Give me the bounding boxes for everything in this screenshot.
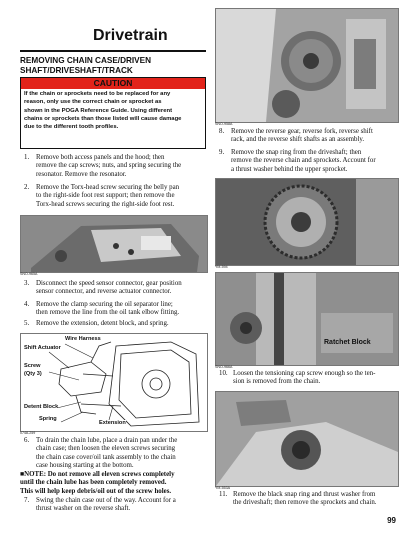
step-number: 9. [219,149,225,156]
step-line: sion is removed from the chain. [233,378,321,386]
step-line: Swing the chain case out of the way. Account for a [36,497,176,504]
title-rule [20,50,206,52]
step-line: a thrust washer behind the upper sprocket. [231,165,348,173]
step-line: sensor connector, and reverse actuator connector. [36,288,172,296]
page-title: Drivetrain [93,27,168,44]
caution-line: shown in the POGA Reference Guide. Using different [24,107,173,114]
note-line: ■NOTE: Do not remove all eleven screws completely [20,471,175,478]
step-line: the driveshaft; then remove the sprockets and chain. [233,499,377,507]
step-line: Remove the clamp securing the oil separator line; [36,301,173,308]
step-8 [219,128,405,146]
label-screw-qty: (Qty 3) [24,371,42,377]
step-number: 4. [24,301,30,308]
step-line: Loosen the tensioning cap screw enough so the ten- [233,370,376,377]
step-line: rack, and the reverse shift shafts as an assembly. [231,136,365,144]
caution-label: CAUTION [21,78,205,89]
step-number: 8. [219,128,225,135]
step-text [36,320,169,328]
step-text [233,370,375,387]
figure-caption: SNO-958A [215,122,233,126]
caution-line: reason, only use the correct chain or sprocket as [24,99,162,106]
step-text [233,491,377,508]
figure-ratchet-block-photo [215,272,399,366]
step-text [36,301,179,318]
step-4 [24,301,210,319]
step-6 [24,437,210,471]
step-line: Remove the reverse gear, reverse fork, reverse shift [231,128,373,135]
section-heading: REMOVING CHAIN CASE/DRIVEN SHAFT/DRIVESHAFT/TRACK [20,56,152,75]
step-line: Torx-head screws securing the right-side foot rest. [36,200,175,208]
label-detent-block: Detent Block [24,404,59,410]
step-line: to the right-side foot rest support; then remove the [36,192,175,200]
label-extension: Extension [99,420,126,426]
figure-caption: 0748-259 [20,431,36,435]
step-line: then remove the line from the oil tank elbow fitting. [36,309,180,317]
step-text [36,497,176,514]
figure-caption: YM-594 [215,265,228,269]
step-text [36,437,177,471]
caution-line: chains or sprockets than those listed will cause damage [24,115,182,122]
figure-shift-actuator-drawing [20,333,208,432]
step-number: 11. [219,491,228,498]
step-2 [24,184,210,211]
page-number: 99 [387,516,396,525]
label-spring: Spring [39,416,57,422]
step-line: thrust washer on the reverse shaft. [36,505,131,513]
label-ratchet-block: Ratchet Block [324,339,371,346]
label-screw: Screw [24,363,41,369]
step-line: remove the reverse chain and sprockets. Account for [231,157,376,165]
step-1 [24,154,210,181]
figure-snap-ring-photo [215,391,399,487]
label-wire-harness: Wire Harness [65,336,101,342]
caution-line: If the chain or sprockets need to be replaced for any [24,91,171,97]
step-3 [24,280,210,298]
caution-line: due to the different tooth profiles. [24,124,119,131]
step-line: resonator. Remove the resonator. [36,170,127,178]
step-line: the chain case cover/oil tank assembly to the chain [36,453,176,461]
step-line: To drain the chain lube, place a drain pan under the [36,437,178,444]
figure-foot-rest-photo [20,215,208,273]
figure-caption: SNO-966A [215,365,233,369]
step-number: 3. [24,280,30,287]
step-line: remove the cap screws; nuts, and spring securing the [36,162,182,170]
step-11 [219,491,405,509]
caution-box [20,77,206,149]
step-line: Remove the Torx-head screw securing the belly pan [36,184,180,191]
step-5 [24,320,210,330]
label-shift-actuator: Shift Actuator [24,345,61,351]
caution-text [24,90,204,131]
step-text [36,154,181,179]
figure-reverse-gear-photo [215,8,399,123]
step-number: 5. [24,320,30,327]
step-line: Remove the extension, detent block, and spring. [36,320,169,327]
step-number: 10. [219,370,228,377]
note-line: This will help keep debris/oil out of the screw holes. [20,487,172,495]
step-text [36,184,179,209]
step-text [231,149,376,174]
step-number: 6. [24,437,30,444]
step-line: Disconnect the speed sensor connector, gear position [36,280,182,287]
step-7 [24,497,210,515]
step-line: Remove the snap ring from the driveshaft; then [231,149,362,156]
figure-sprocket-chain-photo [215,178,399,266]
step-line: chain case; then loosen the eleven screws securing [36,445,176,453]
figure-caption: YM-553A [215,486,230,490]
step-line: Remove the black snap ring and thrust washer from [233,491,376,498]
step-line: case housing starting at the bottom. [36,462,134,470]
step-text [231,128,373,145]
step-text [36,280,182,297]
step-number: 1. [24,154,30,161]
step-number: 7. [24,497,30,504]
step-number: 2. [24,184,30,191]
step-10 [219,370,405,388]
note-block [20,471,210,496]
step-9 [219,149,405,176]
note-line: until the chain lube has been completely removed. [20,479,167,487]
figure-caption: SNO-965A [20,272,38,276]
step-line: Remove both access panels and the hood; then [36,154,165,161]
